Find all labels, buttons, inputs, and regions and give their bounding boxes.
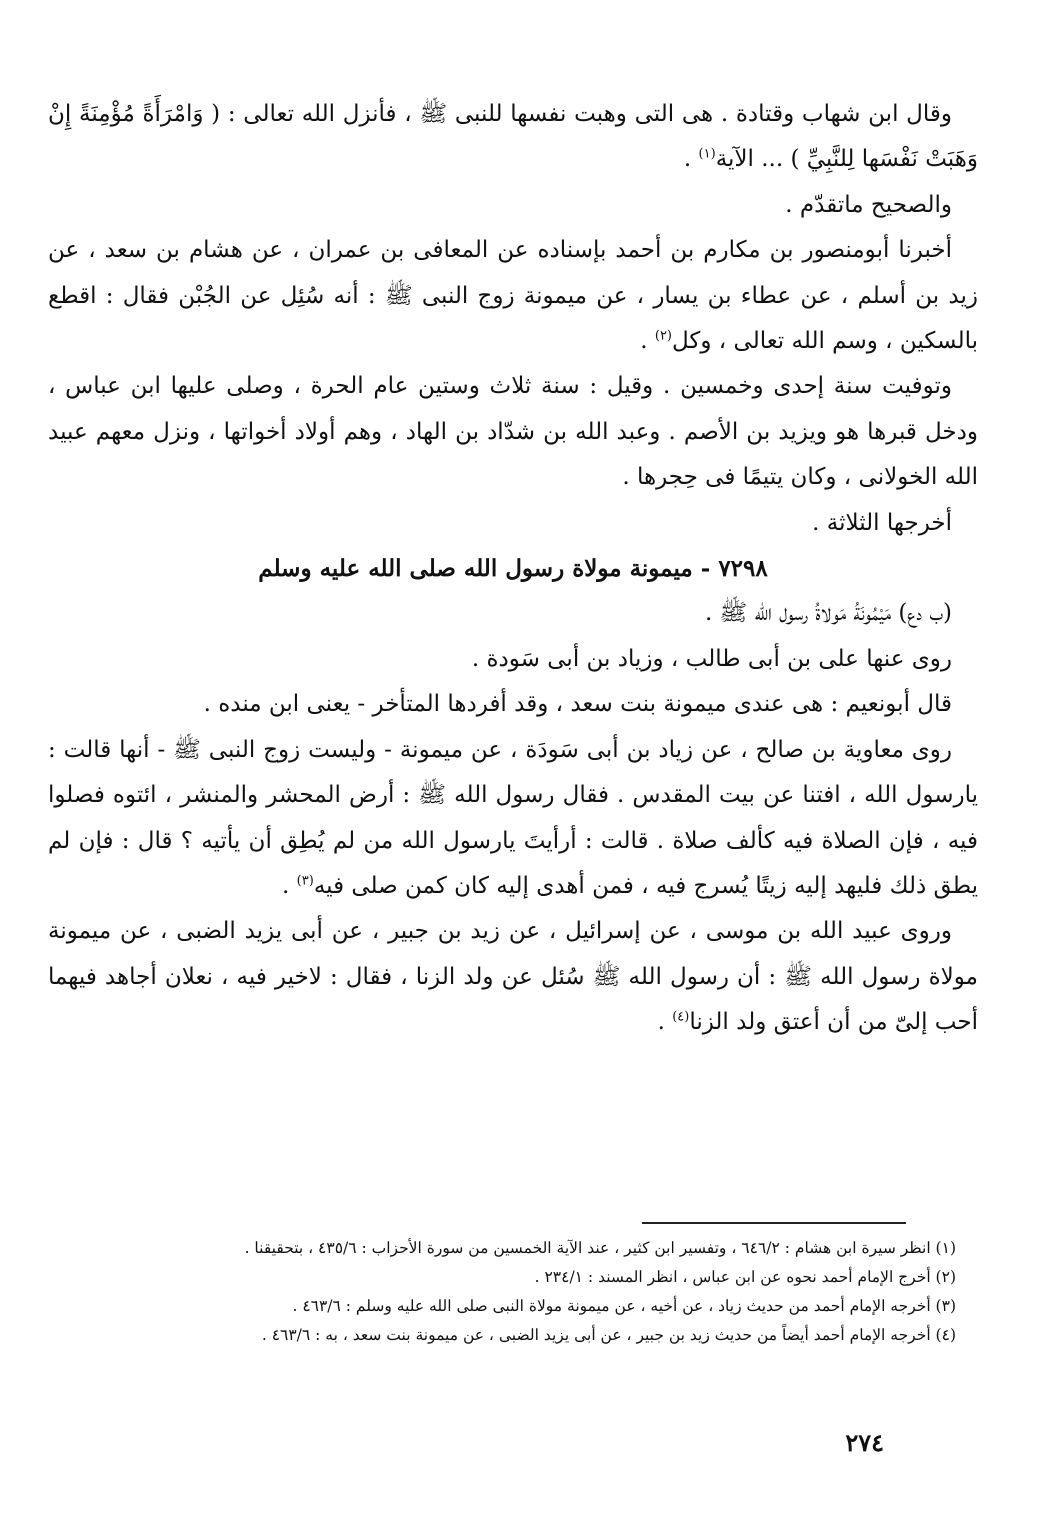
paragraph-text: (ب دع) مَيْمُونَةُ مَولاةُ رسول الله ﷺ .: [704, 600, 952, 627]
footnote-ref: (٢): [654, 328, 672, 344]
footnote: (٢) أخرج الإمام أحمد نحوه عن ابن عباس ، انظر المسند : ٢٣٤/١ .: [534, 1268, 956, 1286]
paragraph-text: أخبرنا أبومنصور بن مكارم بن أحمد بإسناده عن المعافى بن عمران ، عن هشام بن سعد ، عن زيد بن أسلم ، عن عطاء بن يسار ، عن ميمونة زوج النبى ﷺ : أنه سُئِل عن الجُبْن فقال : اقطع بالسكين ، وسم الله تعالى ، وكل: [48, 237, 978, 355]
main-text: [48, 92, 978, 1046]
paragraph: [48, 228, 978, 364]
paragraph: [48, 728, 978, 910]
paragraph: [48, 591, 978, 636]
paragraph-tail: .: [657, 1009, 673, 1036]
footnote: (١) انظر سيرة ابن هشام : ٦٤٦/٢ ، وتفسير ابن كثير ، عند الآية الخمسين من سورة الأحزاب : ٤٣٥/٦ ، بتحقيقنا .: [244, 1239, 956, 1257]
paragraph: [48, 92, 978, 183]
footnote-separator: [642, 1222, 906, 1224]
paragraph: [48, 909, 978, 1045]
paragraph-tail: .: [282, 872, 297, 899]
paragraph: [48, 501, 978, 546]
paragraph-tail: .: [640, 328, 655, 355]
footnote: (٤) أخرجه الإمام أحمد أيضاً من حديث زيد بن جبير ، عن أبى يزيد الضبى ، عن ميمونة بنت سعد ، به : ٤٦٣/٦ .: [261, 1326, 956, 1344]
footnote-ref: (٣): [296, 873, 314, 889]
paragraph-text: وروى عبيد الله بن موسى ، عن إسرائيل ، عن زيد بن جبير ، عن أبى يزيد الضبى ، عن ميمونة مولاة رسول الله ﷺ : أن رسول الله ﷺ سُئل عن ولد الزنا ، فقال : لاخير فيه ، نعلان أجاهد فيهما أحب إلىّ من أن أعتق ولد الزنا: [48, 918, 978, 1036]
footnote-ref: (٤): [672, 1009, 690, 1025]
entry-heading: ٧٢٩٨ - ميمونة مولاة رسول الله صلى الله عليه وسلم: [258, 555, 768, 583]
paragraph-text: وقال ابن شهاب وقتادة . هى التى وهبت نفسها للنبى ﷺ ، فأنزل الله تعالى : ( وَامْرَأَةً مُؤْمِنَةً إِنْ وَهَبَتْ نَفْسَها لِلنَّبِيِّ ) ... الآية: [48, 101, 978, 173]
paragraph-text: أخرجها الثلاثة .: [812, 509, 952, 536]
paragraph: [48, 183, 978, 228]
page-number: ٢٧٤: [845, 1428, 884, 1457]
paragraph: [48, 637, 978, 682]
footnote: (٣) أخرجه الإمام أحمد من حديث زياد ، عن أخيه ، عن ميمونة مولاة النبى صلى الله عليه وسلم : ٤٦٣/٦ .: [292, 1297, 956, 1315]
paragraph-text: قال أبونعيم : هى عندى ميمونة بنت سعد ، وقد أفردها المتأخر - يعنى ابن منده .: [203, 691, 952, 718]
paragraph: [48, 682, 978, 727]
paragraph-text: روى عنها على بن أبى طالب ، وزياد بن أبى سَودة .: [471, 645, 952, 672]
paragraph-text: وتوفيت سنة إحدى وخمسين . وقيل : سنة ثلاث وستين عام الحرة ، وصلى عليها ابن عباس ، ودخل قبرها هو ويزيد بن الأصم . وعبد الله بن شدّاد بن الهاد ، وهم أولاد أخواتها ، ونزل معهم عبيد الله الخولانى ، وكان يتيمًا فى حِجرها .: [48, 373, 978, 491]
paragraph-text: والصحيح ماتقدّم .: [785, 191, 952, 218]
footnote-ref: (١): [698, 146, 716, 162]
paragraph-text: روى معاوية بن صالح ، عن زياد بن أبى سَودَة ، عن ميمونة - وليست زوج النبى ﷺ - أنها قالت : يارسول الله ، افتنا عن بيت المقدس . فقال رسول الله ﷺ : أرض المحشر والمنشر ، ائتوه فصلوا فيه ، فإن الصلاة فيه كألف صلاة . قالت : أرأيتَ يارسول الله من لم يُطِق أن يأتيه ؟ قال : فإن لم يطق ذلك فليهد إليه زيتًا يُسرج فيه ، فمن أهدى إليه كان كمن صلى فيه: [48, 736, 978, 899]
footnotes: [48, 1234, 978, 1350]
paragraph: [48, 364, 978, 500]
paragraph-tail: .: [683, 146, 699, 173]
